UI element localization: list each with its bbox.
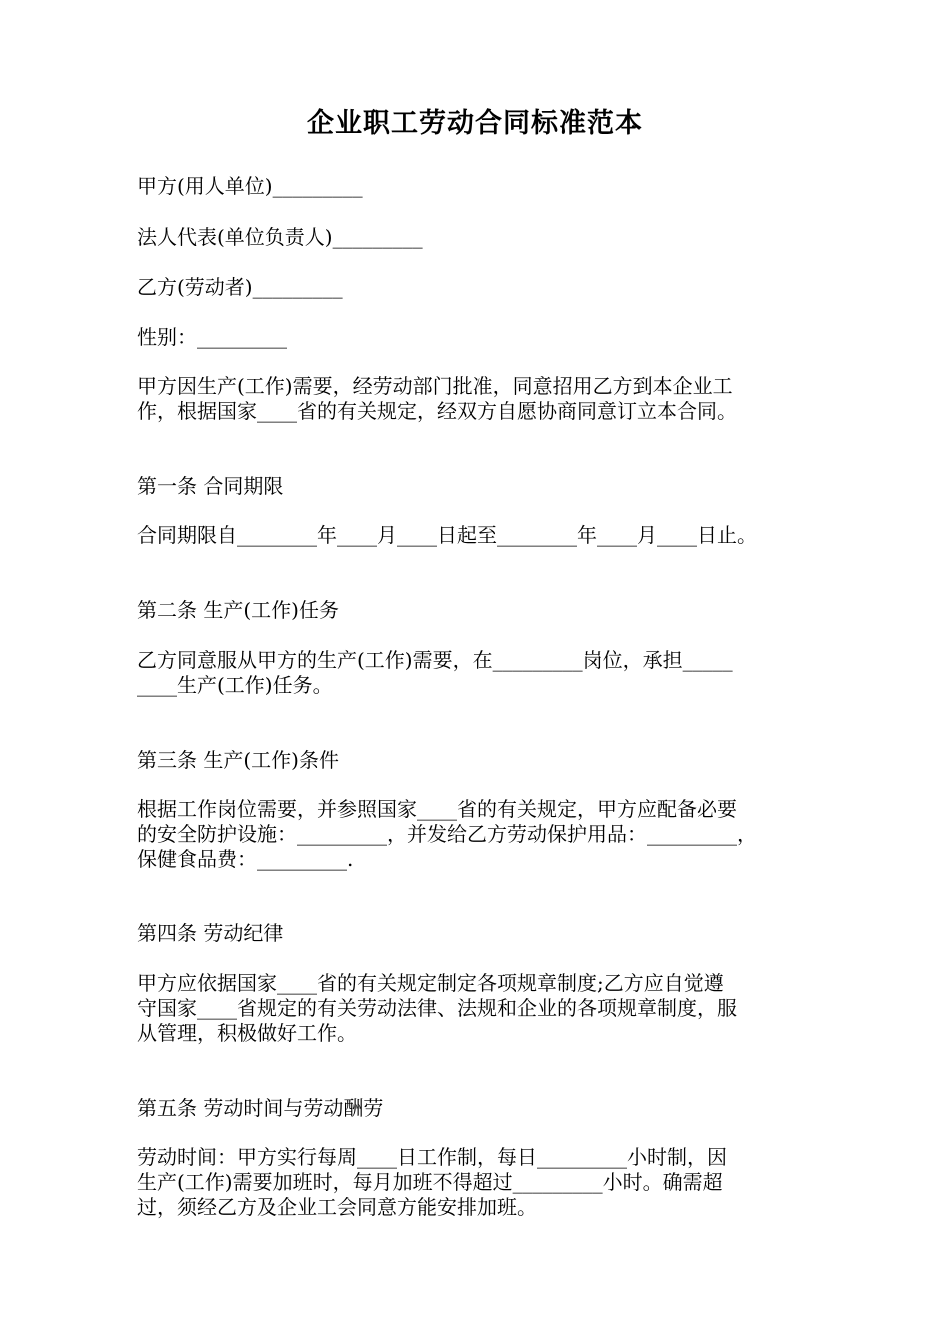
article-5-body bbox=[137, 1145, 827, 1220]
party-a-field: 甲方(用人单位)_________ bbox=[137, 174, 363, 198]
paragraph-line: 保健食品费：_________. bbox=[137, 847, 354, 871]
article-2-heading: 第二条 生产(工作)任务 bbox=[137, 598, 339, 622]
intro-paragraph bbox=[137, 374, 827, 424]
paragraph-line: 根据工作岗位需要，并参照国家____省的有关规定，甲方应配备必要 bbox=[137, 797, 737, 821]
paragraph-line: 作，根据国家____省的有关规定，经双方自愿协商同意订立本合同。 bbox=[137, 399, 737, 423]
article-3-body bbox=[137, 797, 827, 872]
legal-rep-field: 法人代表(单位负责人)_________ bbox=[137, 225, 423, 249]
gender-field: 性别：_________ bbox=[137, 325, 287, 349]
article-1-heading: 第一条 合同期限 bbox=[137, 474, 284, 498]
document-title: 企业职工劳动合同标准范本 bbox=[307, 108, 643, 139]
paragraph-line: 从管理，积极做好工作。 bbox=[137, 1021, 357, 1045]
paragraph-line: ____生产(工作)任务。 bbox=[137, 673, 333, 697]
paragraph-line: 生产(工作)需要加班时，每月加班不得超过_________小时。确需超 bbox=[137, 1170, 723, 1194]
article-3-heading: 第三条 生产(工作)条件 bbox=[137, 748, 339, 772]
paragraph-line: 的安全防护设施：_________，并发给乙方劳动保护用品：_________， bbox=[137, 822, 757, 846]
article-1-body bbox=[137, 523, 827, 548]
paragraph-line: 甲方因生产(工作)需要，经劳动部门批准，同意招用乙方到本企业工 bbox=[137, 374, 733, 398]
paragraph-line: 乙方同意服从甲方的生产(工作)需要，在_________岗位，承担_____ bbox=[137, 648, 733, 672]
party-b-field: 乙方(劳动者)_________ bbox=[137, 275, 343, 299]
article-5-heading: 第五条 劳动时间与劳动酬劳 bbox=[137, 1096, 384, 1120]
article-4-heading: 第四条 劳动纪律 bbox=[137, 921, 284, 945]
paragraph-line: 劳动时间：甲方实行每周____日工作制，每日_________小时制，因 bbox=[137, 1145, 727, 1169]
article-4-body bbox=[137, 971, 827, 1046]
article-2-body bbox=[137, 648, 827, 698]
paragraph-line: 过，须经乙方及企业工会同意方能安排加班。 bbox=[137, 1195, 537, 1219]
paragraph-line: 合同期限自________年____月____日起至________年____月____日止。 bbox=[137, 523, 757, 547]
paragraph-line: 守国家____省规定的有关劳动法律、法规和企业的各项规章制度，服 bbox=[137, 996, 737, 1020]
paragraph-line: 甲方应依据国家____省的有关规定制定各项规章制度;乙方应自觉遵 bbox=[137, 971, 724, 995]
